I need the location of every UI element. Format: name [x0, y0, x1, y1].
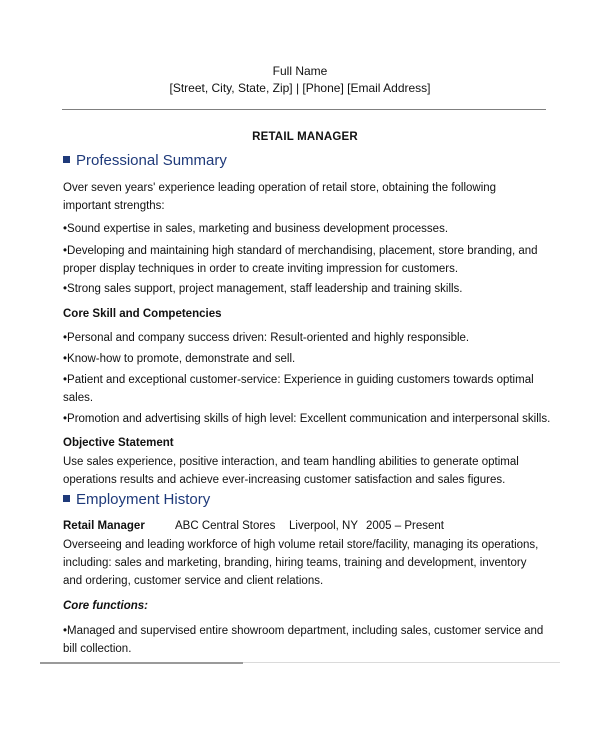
- objective-text: Use sales experience, positive interaction, and team handling abilities to generate optimal operations results and achieve ever-increasing customer satisfaction and sales figures.: [63, 456, 519, 486]
- core-functions-heading: Core functions:: [63, 600, 148, 612]
- job-dates: 2005 – Present: [366, 520, 445, 532]
- core-skill-bullet-1: •Personal and company success driven: Result-oriented and highly responsible.: [63, 332, 470, 344]
- summary-bullet-3: •Strong sales support, project management, staff leadership and training skills.: [63, 283, 463, 295]
- square-bullet-icon: [63, 495, 70, 502]
- job-location: Liverpool, NY: [289, 520, 359, 532]
- core-skill-bullet-3: •Patient and exceptional customer-service: Experience in guiding customers towards optimal sales.: [63, 374, 534, 404]
- summary-bullet-1: •Sound expertise in sales, marketing and business development processes.: [63, 223, 449, 235]
- resume-title: RETAIL MANAGER: [252, 131, 358, 143]
- company-name: ABC Central Stores: [175, 520, 276, 532]
- professional-summary-intro: Over seven years' experience leading operation of retail store, obtaining the following important strengths:: [63, 182, 497, 212]
- header-divider: [62, 109, 546, 110]
- objective-heading: Objective Statement: [63, 437, 174, 449]
- core-function-bullet-1: •Managed and supervised entire showroom department, including sales, customer service and bill collection.: [63, 625, 544, 655]
- core-skill-bullet-2: •Know-how to promote, demonstrate and sell.: [63, 353, 296, 365]
- job-summary-line: [63, 518, 444, 534]
- contact-info: [Street, City, State, Zip] | [Phone] [Email Address]: [169, 81, 431, 95]
- professional-summary-heading: Professional Summary: [63, 152, 227, 170]
- employment-history-heading: Employment History: [63, 491, 210, 509]
- square-bullet-icon: [63, 156, 70, 163]
- full-name: Full Name: [272, 64, 328, 78]
- resume-header: [0, 63, 600, 97]
- core-skill-bullet-4: •Promotion and advertising skills of high level: Excellent communication and interpersonal skills.: [63, 413, 551, 425]
- core-skills-heading: Core Skill and Competencies: [63, 308, 222, 320]
- summary-bullet-2: •Developing and maintaining high standard of merchandising, placement, store branding, and proper display techniques in order to create inviting impression for customers.: [63, 245, 538, 275]
- page-bottom-accent: [40, 662, 243, 664]
- job-description: Overseeing and leading workforce of high volume retail store/facility, managing its operations, including: sales and marketing, branding, hiring teams, training and development, inventory and ordering, customer service and client relations.: [63, 539, 539, 587]
- job-title: Retail Manager: [63, 520, 145, 532]
